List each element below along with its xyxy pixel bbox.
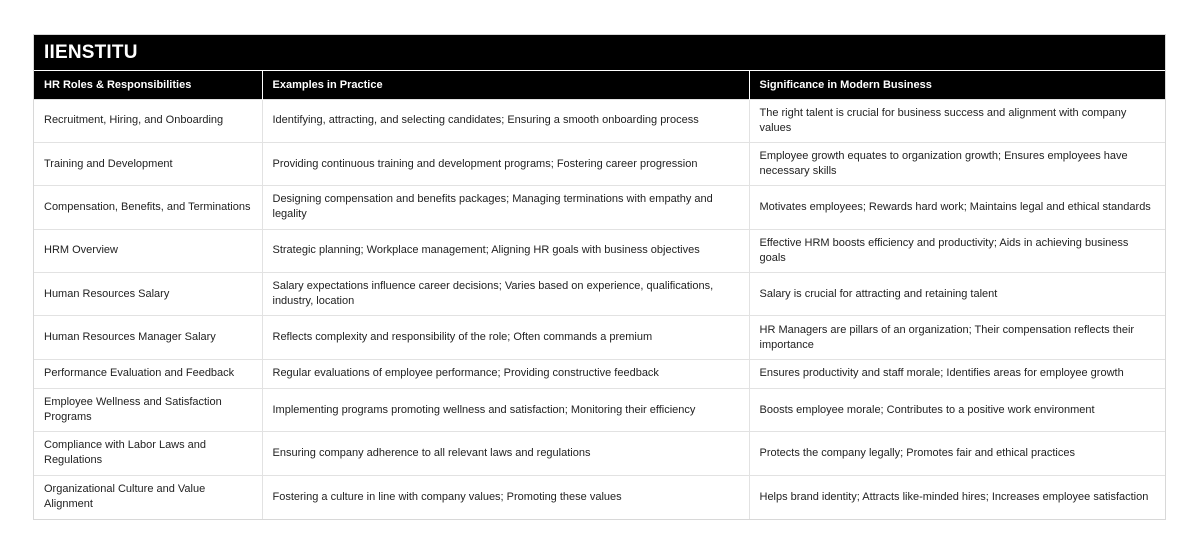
cell-role: Training and Development <box>34 142 262 185</box>
cell-role: Human Resources Salary <box>34 273 262 316</box>
table-row <box>34 388 1165 431</box>
hr-roles-table <box>34 71 1165 519</box>
cell-example: Strategic planning; Workplace management; Aligning HR goals with business objectives <box>262 229 749 272</box>
table-row <box>34 99 1165 142</box>
table-row <box>34 186 1165 229</box>
table-row <box>34 142 1165 185</box>
cell-example: Implementing programs promoting wellness and satisfaction; Monitoring their efficiency <box>262 388 749 431</box>
table-row <box>34 475 1165 518</box>
cell-role: Human Resources Manager Salary <box>34 316 262 359</box>
cell-significance: Motivates employees; Rewards hard work; Maintains legal and ethical standards <box>749 186 1165 229</box>
header-row <box>34 71 1165 99</box>
cell-role: Compliance with Labor Laws and Regulations <box>34 432 262 475</box>
table-row <box>34 316 1165 359</box>
header-roles: HR Roles & Responsibilities <box>34 71 262 99</box>
cell-significance: Effective HRM boosts efficiency and productivity; Aids in achieving business goals <box>749 229 1165 272</box>
header-examples: Examples in Practice <box>262 71 749 99</box>
brand-title: IIENSTITU <box>34 35 1165 71</box>
cell-significance: Employee growth equates to organization growth; Ensures employees have necessary skills <box>749 142 1165 185</box>
cell-role: Organizational Culture and Value Alignment <box>34 475 262 518</box>
cell-significance: Helps brand identity; Attracts like-minded hires; Increases employee satisfaction <box>749 475 1165 518</box>
table-row <box>34 273 1165 316</box>
table-header <box>34 71 1165 99</box>
cell-significance: HR Managers are pillars of an organization; Their compensation reflects their importance <box>749 316 1165 359</box>
table-row <box>34 359 1165 388</box>
table-body <box>34 99 1165 519</box>
cell-example: Regular evaluations of employee performance; Providing constructive feedback <box>262 359 749 388</box>
cell-significance: The right talent is crucial for business success and alignment with company values <box>749 99 1165 142</box>
cell-role: HRM Overview <box>34 229 262 272</box>
cell-example: Designing compensation and benefits packages; Managing terminations with empathy and legality <box>262 186 749 229</box>
cell-role: Compensation, Benefits, and Terminations <box>34 186 262 229</box>
cell-role: Recruitment, Hiring, and Onboarding <box>34 99 262 142</box>
cell-example: Identifying, attracting, and selecting candidates; Ensuring a smooth onboarding process <box>262 99 749 142</box>
cell-example: Fostering a culture in line with company values; Promoting these values <box>262 475 749 518</box>
cell-example: Ensuring company adherence to all relevant laws and regulations <box>262 432 749 475</box>
cell-significance: Protects the company legally; Promotes fair and ethical practices <box>749 432 1165 475</box>
table-row <box>34 432 1165 475</box>
cell-significance: Ensures productivity and staff morale; Identifies areas for employee growth <box>749 359 1165 388</box>
header-significance: Significance in Modern Business <box>749 71 1165 99</box>
cell-role: Performance Evaluation and Feedback <box>34 359 262 388</box>
cell-example: Reflects complexity and responsibility of the role; Often commands a premium <box>262 316 749 359</box>
cell-role: Employee Wellness and Satisfaction Programs <box>34 388 262 431</box>
table-row <box>34 229 1165 272</box>
cell-significance: Boosts employee morale; Contributes to a positive work environment <box>749 388 1165 431</box>
cell-example: Providing continuous training and development programs; Fostering career progression <box>262 142 749 185</box>
cell-example: Salary expectations influence career decisions; Varies based on experience, qualifications, industry, location <box>262 273 749 316</box>
hr-roles-table-container <box>33 34 1166 520</box>
cell-significance: Salary is crucial for attracting and retaining talent <box>749 273 1165 316</box>
